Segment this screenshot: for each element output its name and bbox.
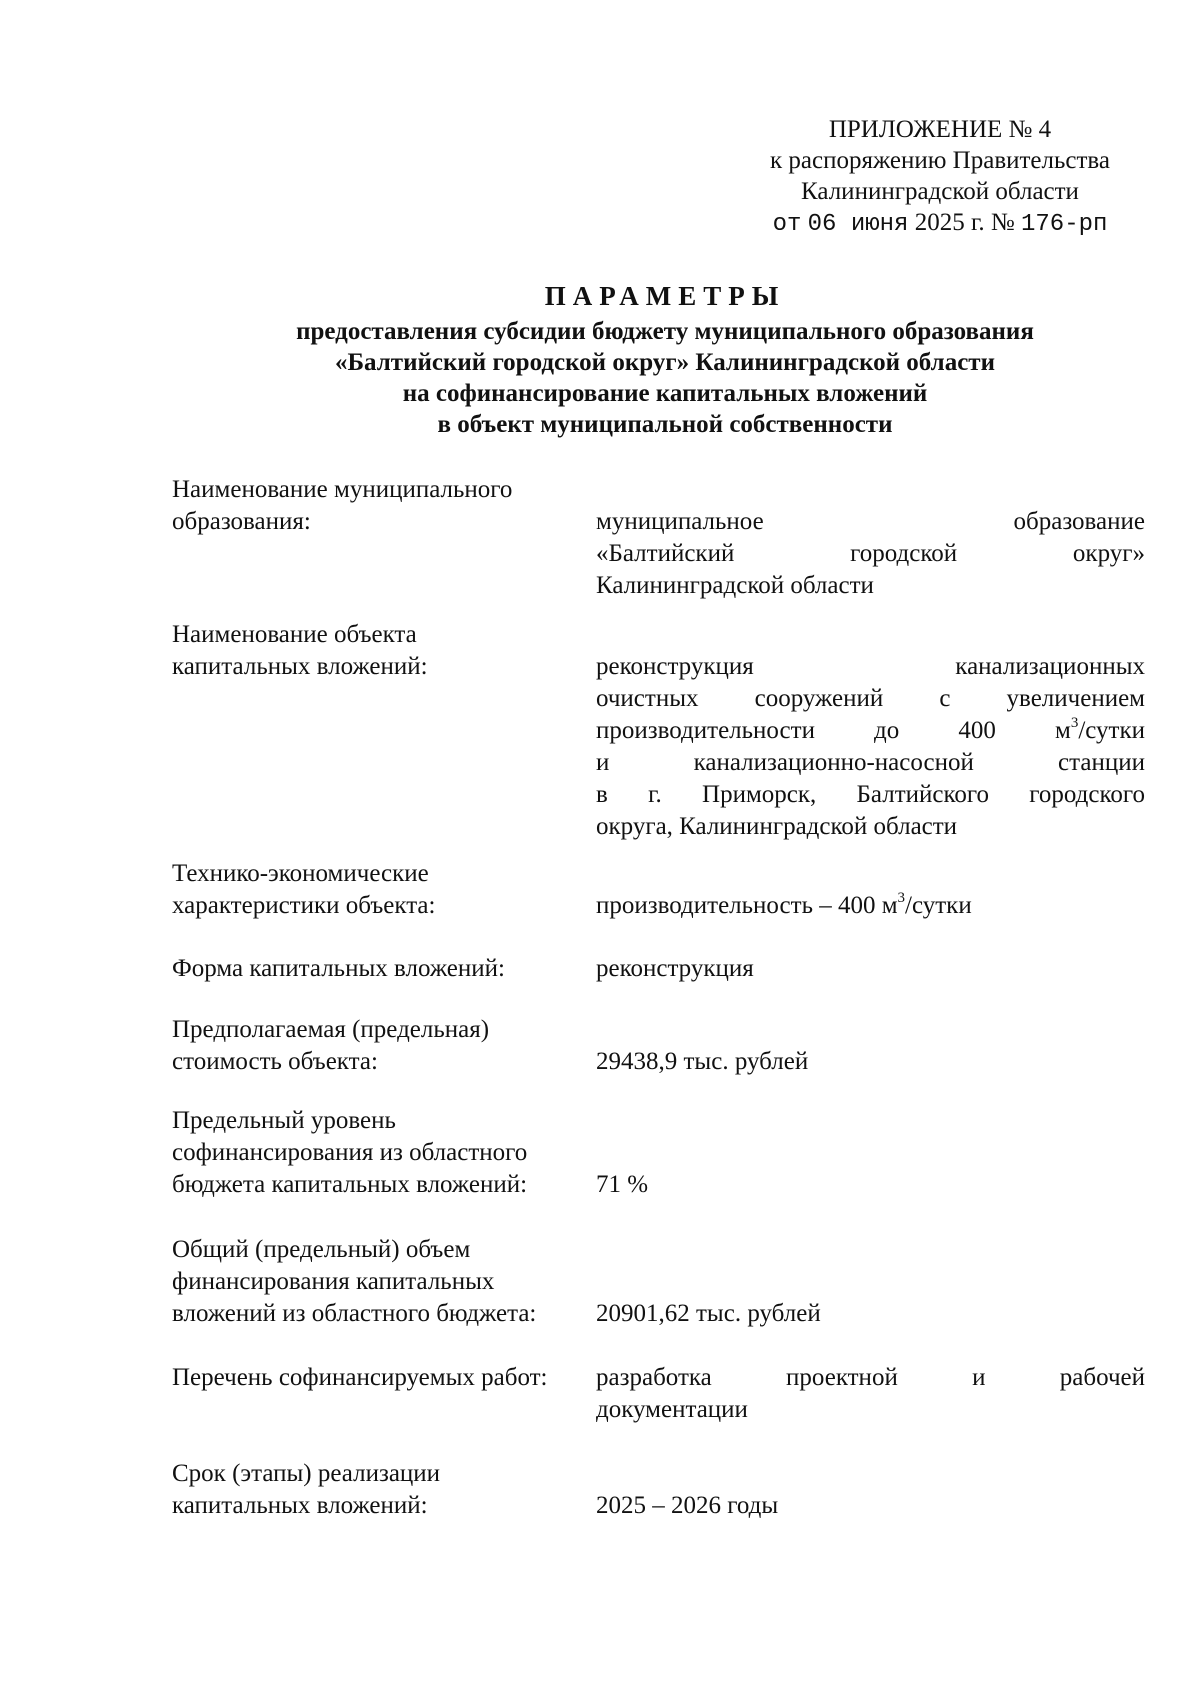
param-value-line: документации [596,1396,748,1423]
appendix-date-prefix: от [772,211,802,238]
param-value-line: разработка проектной и рабочей [596,1364,1145,1391]
param-label-line: стоимость объекта: [172,1048,378,1075]
param-label-line: вложений из областного бюджета: [172,1300,537,1327]
param-value-line: реконструкция канализационных [596,653,1145,680]
param-label-line: образования: [172,508,311,535]
param-value-fragment: /сутки [905,892,972,919]
param-value-line: 2025 – 2026 годы [596,1492,779,1519]
param-label-line: Общий (предельный) объем [172,1236,471,1263]
appendix-date-year: 2025 г. № [914,209,1015,236]
param-label [172,1105,592,1201]
param-label-line: Наименование муниципального [172,476,513,503]
param-label-line: Перечень софинансируемых работ: [172,1364,548,1391]
param-label-line: Наименование объекта [172,621,417,648]
param-label-line: софинансирования из областного [172,1139,528,1166]
param-value [596,651,1145,843]
param-label [172,474,592,538]
appendix-date-line [740,207,1140,240]
param-value-line: 20901,62 тыс. рублей [596,1300,821,1327]
appendix-region: Калининградской области [801,178,1079,205]
param-value [596,1169,1145,1201]
param-label-line: Срок (этапы) реализации [172,1460,441,1487]
param-value-fragment: /сутки [1078,717,1145,744]
param-label-line: Технико-экономические [172,860,429,887]
appendix-decree-ref: к распоряжению Правительства [769,147,1110,174]
subtitle-line: предоставления субсидии бюджету муниципального образования [296,318,1034,345]
param-value-line: «Балтийский городской округ» [596,540,1145,567]
subtitle-line: в объект муниципальной собственности [437,411,893,438]
param-label-line: капитальных вложений: [172,653,428,680]
param-label-line: капитальных вложений: [172,1492,428,1519]
page-subtitle [170,316,1160,440]
param-value-line: реконструкция [596,955,754,982]
param-label-line: Форма капитальных вложений: [172,955,505,982]
param-value-line [596,715,1145,747]
param-label-line: Предполагаемая (предельная) [172,1016,490,1043]
param-value-line: муниципальное образование [596,508,1145,535]
superscript-3: 3 [1070,714,1079,731]
param-value [596,1298,1145,1330]
title-block [170,276,1160,440]
appendix-header [740,114,1140,240]
param-label [172,953,592,985]
param-value-fragment: производительность – 400 м [596,892,898,919]
param-label [172,858,592,922]
param-value-fragment: производительности до 400 м [596,717,1071,744]
param-label [172,1362,592,1394]
param-label-line: финансирования капитальных [172,1268,495,1295]
param-label [172,1458,592,1522]
param-value [596,1046,1145,1078]
subtitle-line: «Балтийский городской округ» Калининградской области [335,349,995,376]
subtitle-line: на софинансирование капитальных вложений [402,380,928,407]
param-value [596,1490,1145,1522]
appendix-number: 176-рп [1021,211,1108,238]
param-value [596,506,1145,602]
param-label-line: Предельный уровень [172,1107,396,1134]
superscript-3: 3 [897,889,906,906]
param-label [172,1234,592,1330]
param-value [596,953,1145,985]
param-value-line: Калининградской области [596,572,874,599]
param-value [596,1362,1145,1426]
param-label-line: характеристики объекта: [172,892,436,919]
appendix-title: ПРИЛОЖЕНИЕ № 4 [828,116,1052,143]
param-value-line: 29438,9 тыс. рублей [596,1048,809,1075]
param-value-line [596,890,1145,922]
param-value-line: в г. Приморск, Балтийского городского [596,781,1145,808]
param-label-line: бюджета капитальных вложений: [172,1171,528,1198]
param-label [172,619,592,683]
param-value-line: и канализационно-насосной станции [596,749,1145,776]
param-value-line: очистных сооружений с увеличением [596,685,1145,712]
param-value [596,890,1145,922]
param-label [172,1014,592,1078]
param-value-line: 71 % [596,1171,649,1198]
page-title: ПАРАМЕТРЫ [544,281,786,311]
appendix-date-day-month: 06 июня [807,211,909,238]
param-value-line: округа, Калининградской области [596,813,958,840]
